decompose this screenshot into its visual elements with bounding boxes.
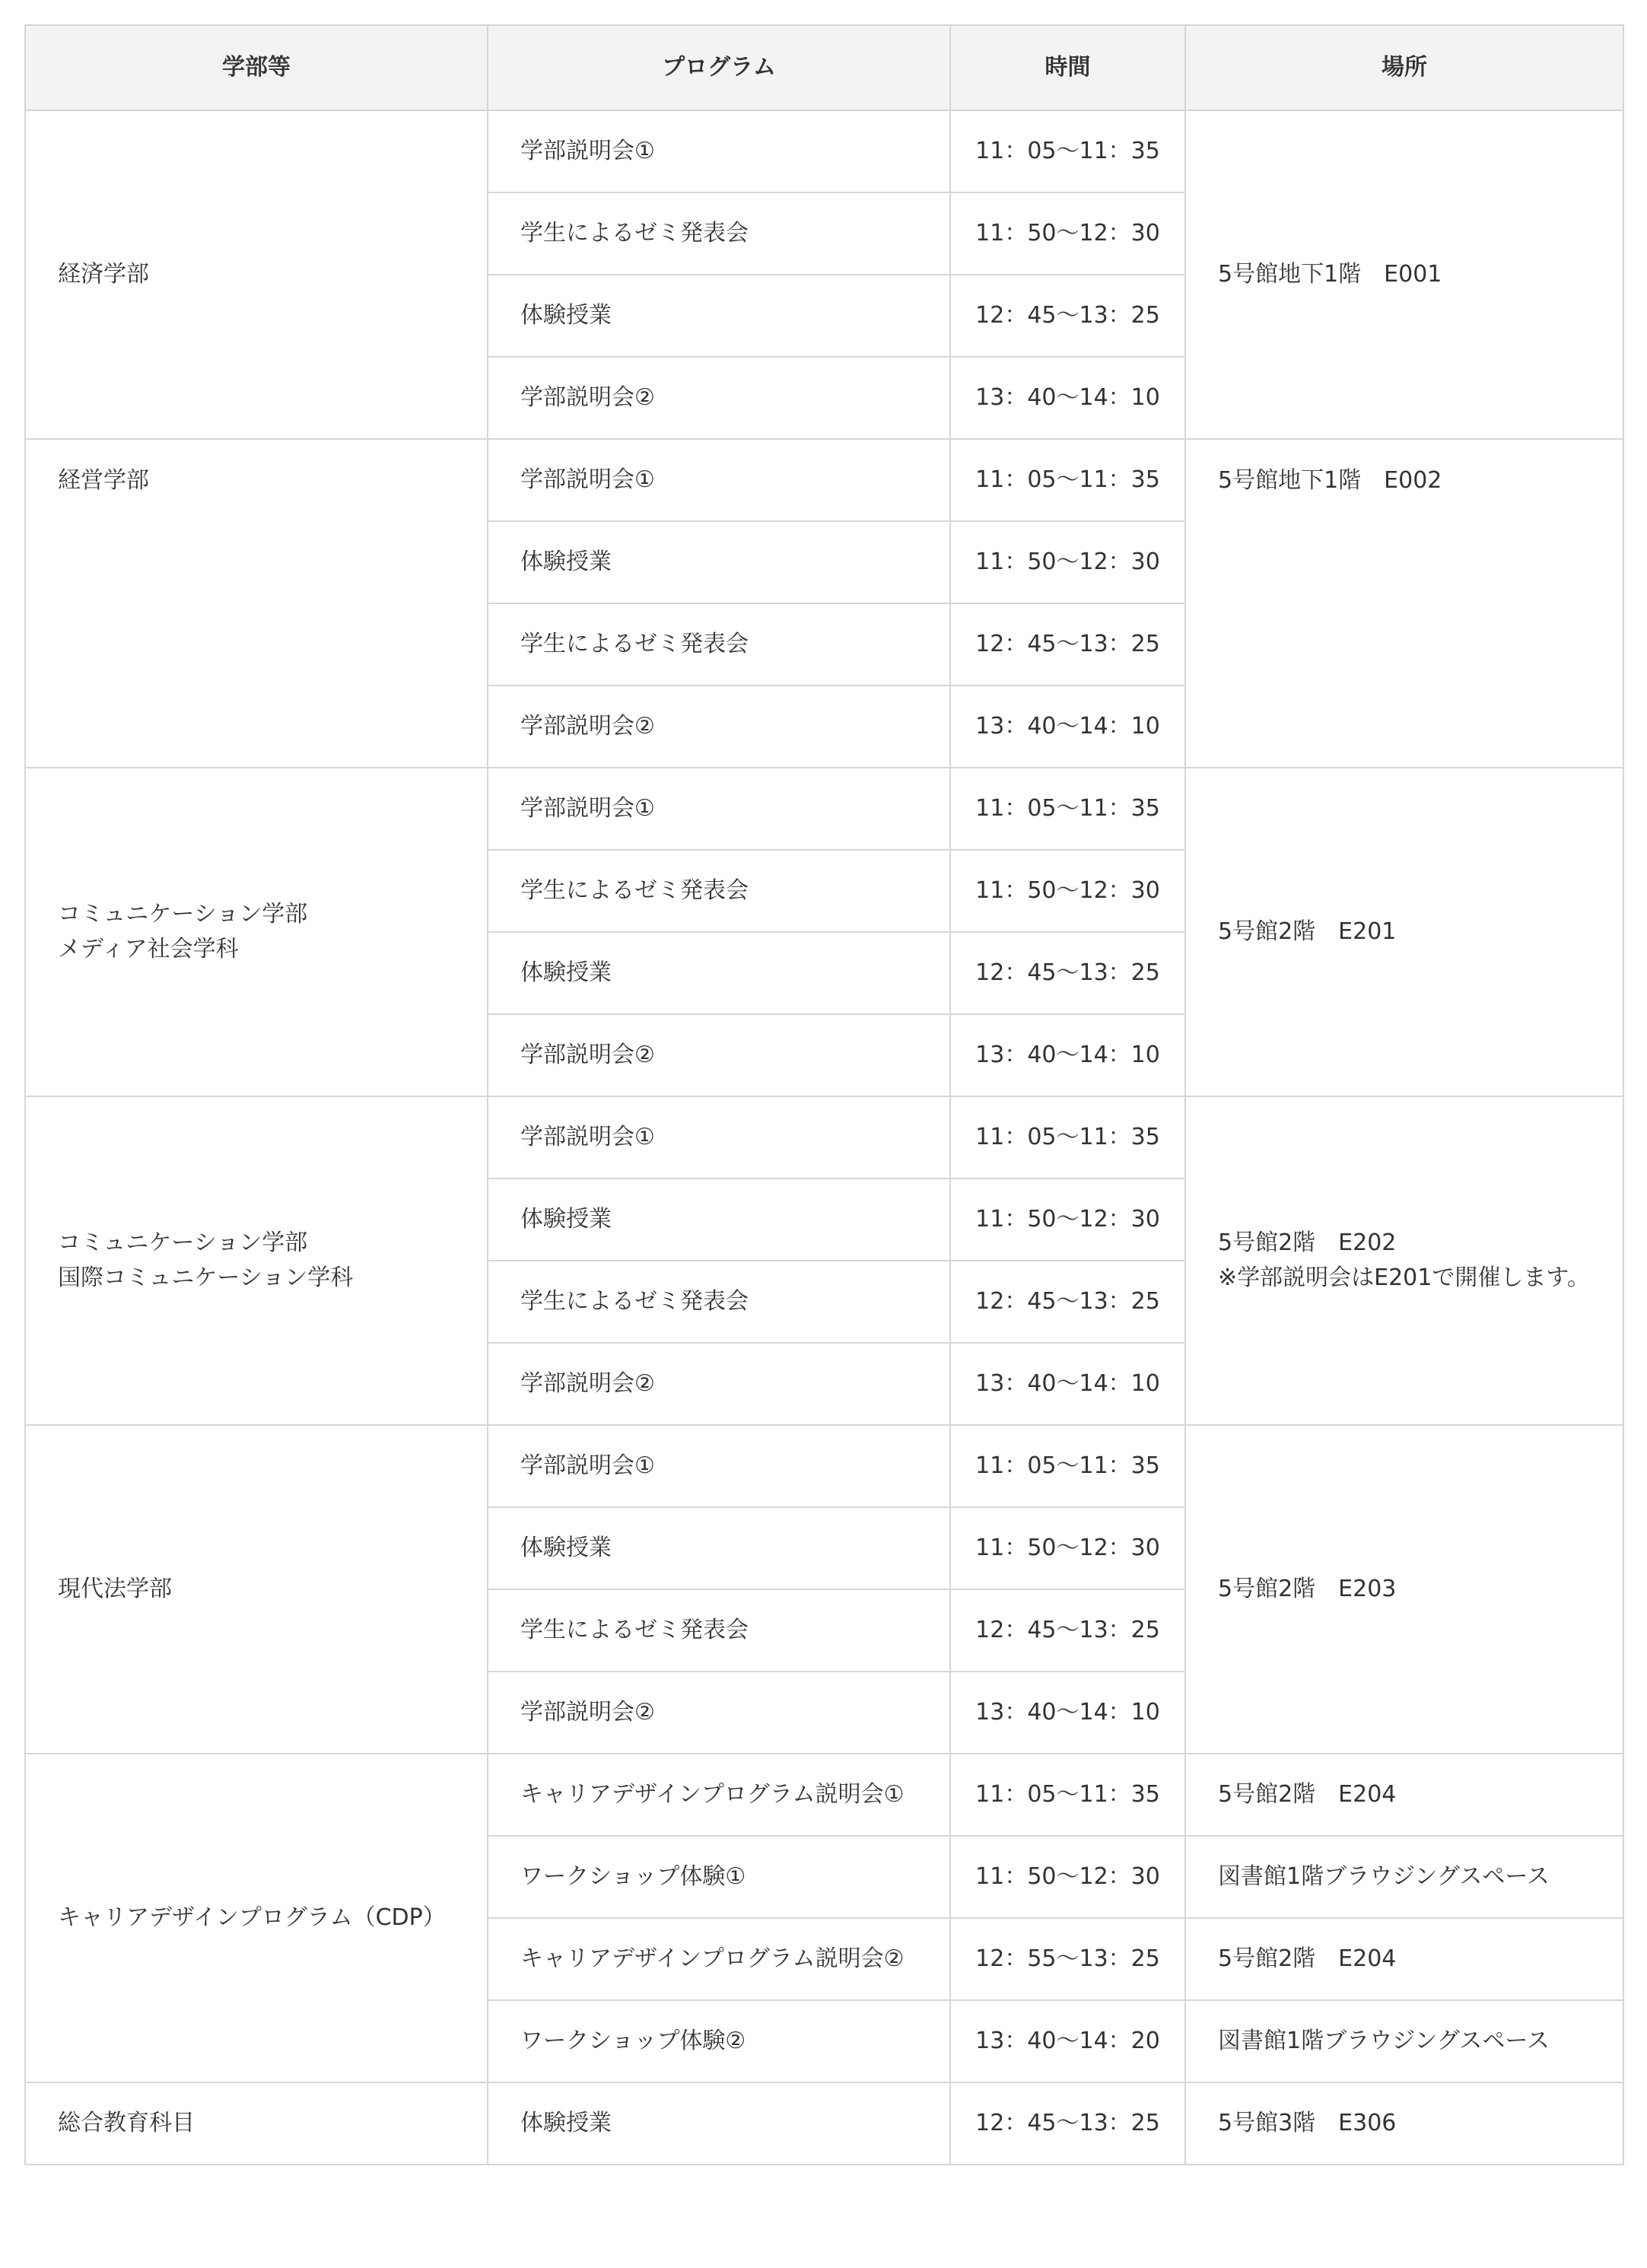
venue-text: 図書館1階ブラウジングスペース bbox=[1218, 1863, 1550, 1890]
time-cell: 11：05～11：35 bbox=[950, 1096, 1185, 1179]
time-cell: 11：50～12：30 bbox=[950, 1507, 1185, 1589]
table-row bbox=[25, 768, 1623, 850]
table-row bbox=[25, 439, 1623, 521]
program-cell: 学生によるゼミ発表会 bbox=[488, 1589, 950, 1672]
time-cell: 11：50～12：30 bbox=[950, 192, 1185, 275]
faculty-name: コミュニケーション学部 bbox=[58, 901, 308, 927]
venue-text: 5号館2階 E202 bbox=[1218, 1229, 1397, 1256]
faculty-name: コミュニケーション学部 bbox=[58, 1229, 308, 1256]
venue-text: 5号館地下1階 E001 bbox=[1218, 261, 1442, 288]
venue-text: 5号館3階 E306 bbox=[1218, 2110, 1397, 2136]
faculty-cell bbox=[25, 1425, 488, 1754]
program-cell: 体験授業 bbox=[488, 1179, 950, 1261]
program-cell: キャリアデザインプログラム説明会② bbox=[488, 1918, 950, 2000]
time-cell: 11：50～12：30 bbox=[950, 1179, 1185, 1261]
program-cell: 学生によるゼミ発表会 bbox=[488, 192, 950, 275]
time-cell: 13：40～14：10 bbox=[950, 357, 1185, 439]
program-cell: 学部説明会② bbox=[488, 357, 950, 439]
table-row bbox=[25, 1754, 1623, 1836]
faculty-cell bbox=[25, 439, 488, 768]
table-row bbox=[25, 1096, 1623, 1179]
venue-cell bbox=[1185, 1836, 1623, 1918]
program-cell: 体験授業 bbox=[488, 275, 950, 357]
table-row bbox=[25, 110, 1623, 192]
program-cell: ワークショップ体験① bbox=[488, 1836, 950, 1918]
venue-cell bbox=[1185, 2000, 1623, 2082]
venue-cell bbox=[1185, 1754, 1623, 1836]
program-cell: 学部説明会① bbox=[488, 1425, 950, 1507]
time-cell: 11：05～11：35 bbox=[950, 1425, 1185, 1507]
program-cell: 学部説明会① bbox=[488, 439, 950, 521]
time-cell: 13：40～14：10 bbox=[950, 1672, 1185, 1754]
faculty-cell bbox=[25, 1754, 488, 2082]
department-name: 国際コミュニケーション学科 bbox=[58, 1264, 354, 1291]
time-cell: 11：50～12：30 bbox=[950, 521, 1185, 603]
program-cell: 学生によるゼミ発表会 bbox=[488, 850, 950, 932]
program-cell: 学部説明会② bbox=[488, 1672, 950, 1754]
venue-cell bbox=[1185, 1918, 1623, 2000]
table-row bbox=[25, 1425, 1623, 1507]
faculty-name: 現代法学部 bbox=[58, 1576, 172, 1602]
venue-text: 5号館2階 E204 bbox=[1218, 1945, 1397, 1972]
venue-cell bbox=[1185, 1425, 1623, 1754]
time-cell: 12：45～13：25 bbox=[950, 603, 1185, 685]
program-cell: 学部説明会① bbox=[488, 110, 950, 192]
faculty-cell bbox=[25, 2082, 488, 2165]
venue-cell bbox=[1185, 439, 1623, 768]
venue-text: 5号館2階 E201 bbox=[1218, 918, 1397, 945]
time-cell: 12：55～13：25 bbox=[950, 1918, 1185, 2000]
program-cell: 学部説明会① bbox=[488, 768, 950, 850]
faculty-name: キャリアデザインプログラム（CDP） bbox=[58, 1904, 446, 1931]
time-cell: 12：45～13：25 bbox=[950, 275, 1185, 357]
venue-cell bbox=[1185, 1096, 1623, 1425]
program-cell: 体験授業 bbox=[488, 932, 950, 1014]
table-header bbox=[25, 25, 1623, 110]
program-cell: 学部説明会② bbox=[488, 1014, 950, 1096]
program-cell: 学生によるゼミ発表会 bbox=[488, 1261, 950, 1343]
venue-text: 5号館2階 E203 bbox=[1218, 1576, 1397, 1602]
program-cell: 学生によるゼミ発表会 bbox=[488, 603, 950, 685]
department-name: メディア社会学科 bbox=[58, 936, 239, 962]
venue-text: 5号館2階 E204 bbox=[1218, 1781, 1397, 1808]
faculty-name: 経営学部 bbox=[58, 467, 149, 494]
program-cell: 体験授業 bbox=[488, 521, 950, 603]
venue-cell bbox=[1185, 768, 1623, 1096]
program-cell: 学部説明会② bbox=[488, 685, 950, 768]
program-cell: 学部説明会② bbox=[488, 1343, 950, 1425]
time-cell: 12：45～13：25 bbox=[950, 932, 1185, 1014]
time-cell: 12：45～13：25 bbox=[950, 2082, 1185, 2165]
header-time: 時間 bbox=[950, 25, 1185, 110]
venue-text: 5号館地下1階 E002 bbox=[1218, 467, 1442, 494]
table-body bbox=[25, 110, 1623, 2165]
time-cell: 13：40～14：10 bbox=[950, 685, 1185, 768]
program-cell: 学部説明会① bbox=[488, 1096, 950, 1179]
program-cell: キャリアデザインプログラム説明会① bbox=[488, 1754, 950, 1836]
time-cell: 11：05～11：35 bbox=[950, 768, 1185, 850]
table-row bbox=[25, 2082, 1623, 2165]
time-cell: 12：45～13：25 bbox=[950, 1589, 1185, 1672]
header-row bbox=[25, 25, 1623, 110]
header-venue: 場所 bbox=[1185, 25, 1623, 110]
header-faculty: 学部等 bbox=[25, 25, 488, 110]
faculty-name: 総合教育科目 bbox=[58, 2110, 195, 2136]
time-cell: 11：50～12：30 bbox=[950, 850, 1185, 932]
time-cell: 11：05～11：35 bbox=[950, 1754, 1185, 1836]
faculty-cell bbox=[25, 110, 488, 439]
venue-cell bbox=[1185, 110, 1623, 439]
program-cell: ワークショップ体験② bbox=[488, 2000, 950, 2082]
time-cell: 13：40～14：10 bbox=[950, 1014, 1185, 1096]
faculty-cell bbox=[25, 768, 488, 1096]
faculty-name: 経済学部 bbox=[58, 261, 149, 288]
venue-text: 図書館1階ブラウジングスペース bbox=[1218, 2028, 1550, 2054]
time-cell: 13：40～14：10 bbox=[950, 1343, 1185, 1425]
venue-note: ※学部説明会はE201で開催します。 bbox=[1218, 1264, 1590, 1291]
faculty-cell bbox=[25, 1096, 488, 1425]
time-cell: 11：05～11：35 bbox=[950, 110, 1185, 192]
time-cell: 11：50～12：30 bbox=[950, 1836, 1185, 1918]
time-cell: 11：05～11：35 bbox=[950, 439, 1185, 521]
program-cell: 体験授業 bbox=[488, 1507, 950, 1589]
venue-cell bbox=[1185, 2082, 1623, 2165]
header-program: プログラム bbox=[488, 25, 950, 110]
time-cell: 12：45～13：25 bbox=[950, 1261, 1185, 1343]
program-cell: 体験授業 bbox=[488, 2082, 950, 2165]
schedule-table bbox=[24, 24, 1624, 2165]
time-cell: 13：40～14：20 bbox=[950, 2000, 1185, 2082]
